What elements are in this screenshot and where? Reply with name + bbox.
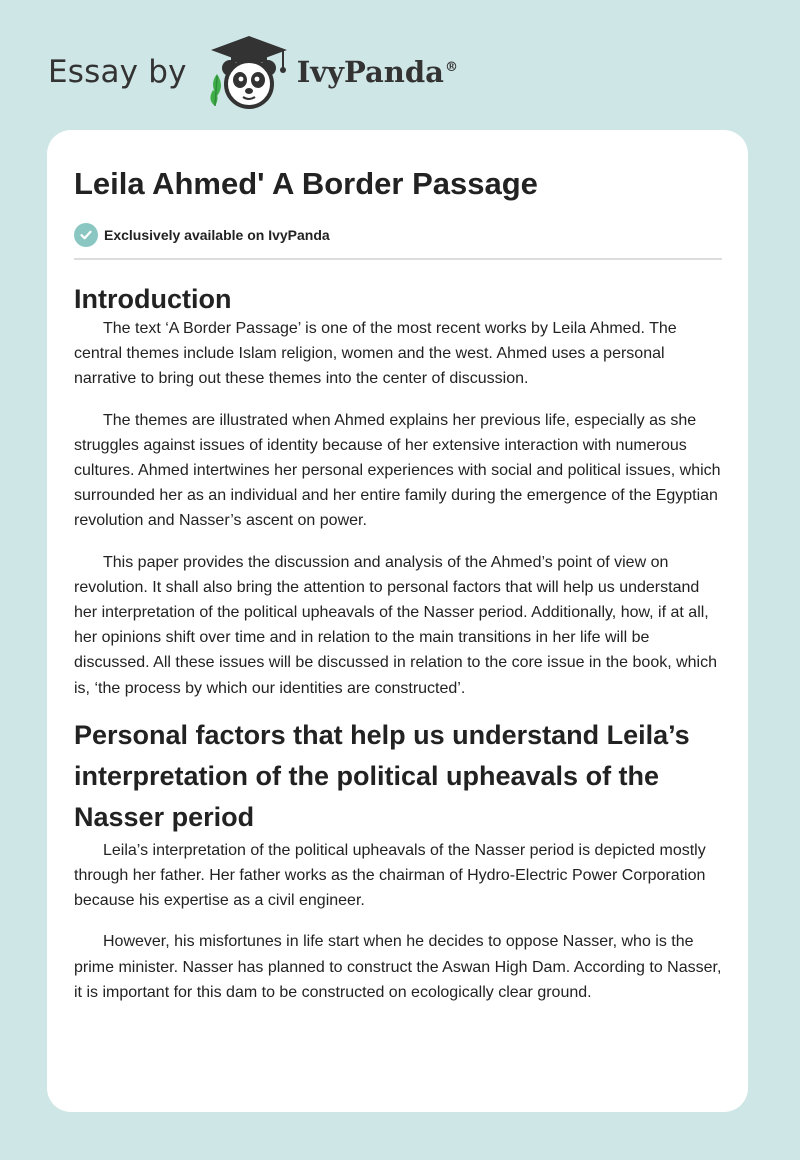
paragraph: The themes are illustrated when Ahmed explains her previous life, especially as she struggles against issues of identity because of her extensive interaction with numerous cultures. Ahmed intertwines her personal experiences with social and political issues, which surrounded her as an individual and her entire family during the emergence of the Egyptian revolution and Nasser’s ascent on power.	[74, 411, 721, 530]
brand-name[interactable]: IvyPanda®	[296, 55, 458, 89]
registered-mark: ®	[444, 60, 458, 76]
section-heading-personal-factors: Personal factors that help us understand Leila’s interpretation of the political upheavals of the Nasser period	[74, 719, 690, 832]
paragraph: The text ‘A Border Passage’ is one of the most recent works by Leila Ahmed. The central themes include Islam religion, women and the west. Ahmed uses a personal narrative to bring out these themes into the center of discussion.	[74, 320, 677, 388]
essay-card	[47, 130, 748, 1112]
title-divider	[74, 258, 722, 260]
brand-header	[48, 34, 458, 110]
page-title: Leila Ahmed' A Border Passage	[74, 166, 538, 201]
panda-logo-icon[interactable]	[205, 34, 293, 110]
exclusive-badge	[74, 222, 722, 248]
badge-text: Exclusively available on IvyPanda	[104, 227, 330, 243]
check-icon	[74, 223, 98, 247]
section-heading-introduction: Introduction	[74, 284, 232, 314]
paragraph: Leila’s interpretation of the political upheavals of the Nasser period is depicted mostly through her father. Her father works as the chairman of Hydro-Electric Power Corporation because his expertise as a civil engineer.	[74, 841, 706, 910]
paragraph: This paper provides the discussion and analysis of the Ahmed’s point of view on revolution. It shall also bring the attention to personal factors that will help us understand her interpretation of the political upheavals of the Nasser period. Additionally, how, if at all, her opinions shift over time and in relation to the main transitions in her life will be discussed. All these issues will be discussed in relation to the core issue in the book, which is, ‘the process by which our identities are constructed’.	[74, 553, 718, 697]
paragraph: However, his misfortunes in life start when he decides to oppose Nasser, who is the prime minister. Nasser has planned to construct the Aswan High Dam. According to Nasser, it is important for this dam to be constructed on ecologically clear ground.	[74, 933, 722, 1001]
brand-prefix: Essay by	[48, 54, 187, 90]
